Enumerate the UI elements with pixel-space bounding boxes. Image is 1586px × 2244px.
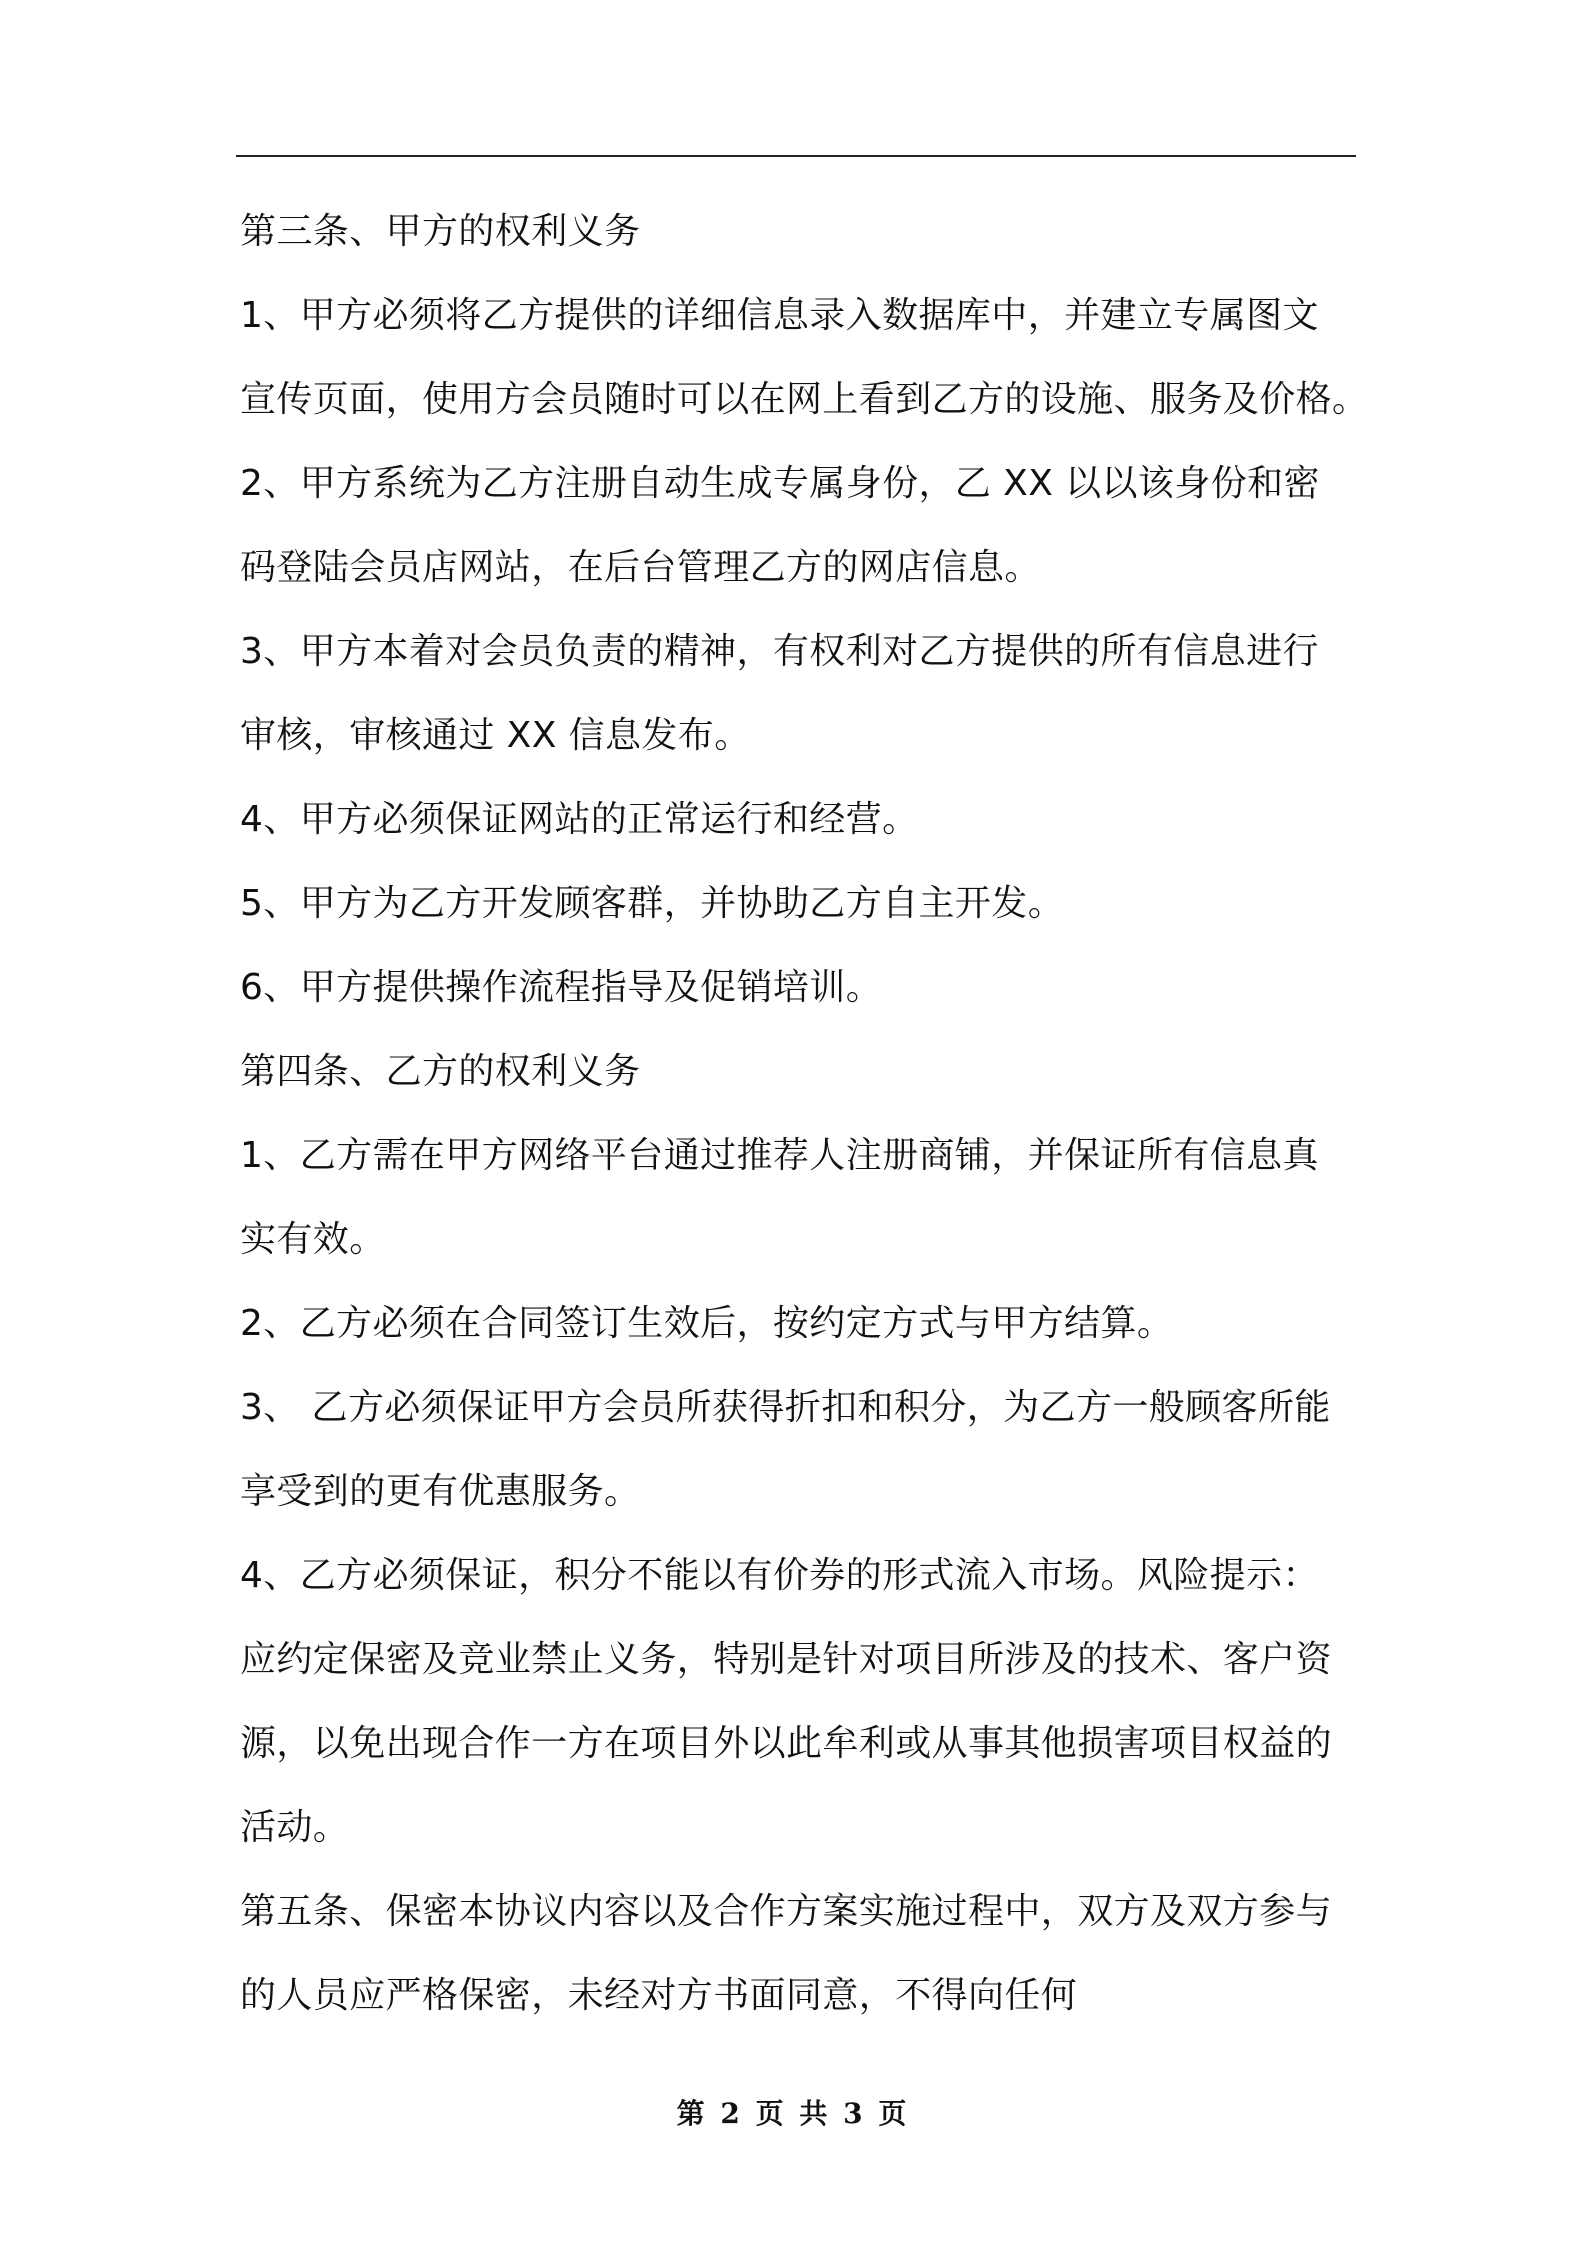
section-heading-3: 第三条、甲方的权利义务 <box>240 211 641 252</box>
paragraph-line: 4、甲方必须保证网站的正常运行和经营。 <box>240 799 919 840</box>
paragraph-line: 6、甲方提供操作流程指导及促销培训。 <box>240 967 883 1008</box>
paragraph-line: 享受到的更有优惠服务。 <box>240 1471 641 1512</box>
paragraph-line: 实有效。 <box>240 1219 386 1260</box>
paragraph-line: 源，以免出现合作一方在项目外以此牟利或从事其他损害项目权益的 <box>240 1723 1333 1764</box>
section-heading-4: 第四条、乙方的权利义务 <box>240 1051 641 1092</box>
paragraph-line: 2、乙方必须在合同签订生效后，按约定方式与甲方结算。 <box>240 1303 1174 1344</box>
paragraph-line: 应约定保密及竞业禁止义务，特别是针对项目所涉及的技术、客户资 <box>240 1639 1333 1680</box>
page-number-footer: 第 2 页 共 3 页 <box>676 2097 910 2130</box>
paragraph-line: 4、乙方必须保证，积分不能以有价券的形式流入市场。风险提示： <box>240 1555 1319 1596</box>
paragraph-line: 3、 乙方必须保证甲方会员所获得折扣和积分，为乙方一般顾客所能 <box>240 1387 1331 1428</box>
paragraph-line: 1、乙方需在甲方网络平台通过推荐人注册商铺，并保证所有信息真 <box>240 1135 1319 1176</box>
paragraph-line: 1、甲方必须将乙方提供的详细信息录入数据库中，并建立专属图文 <box>240 295 1319 336</box>
paragraph-line: 2、甲方系统为乙方注册自动生成专属身份，乙 XX 以以该身份和密 <box>240 463 1320 504</box>
paragraph-line: 3、甲方本着对会员负责的精神，有权利对乙方提供的所有信息进行 <box>240 631 1319 672</box>
header-rule <box>236 155 1356 157</box>
paragraph-line: 宣传页面，使用方会员随时可以在网上看到乙方的设施、服务及价格。 <box>240 379 1369 420</box>
section-heading-5: 第五条、保密本协议内容以及合作方案实施过程中，双方及双方参与 <box>240 1891 1333 1932</box>
paragraph-line: 码登陆会员店网站，在后台管理乙方的网店信息。 <box>240 547 1041 588</box>
paragraph-line: 活动。 <box>240 1807 350 1848</box>
paragraph-line: 5、甲方为乙方开发顾客群，并协助乙方自主开发。 <box>240 883 1065 924</box>
document-body <box>240 190 1369 2038</box>
paragraph-line: 审核，审核通过 XX 信息发布。 <box>240 715 751 756</box>
paragraph-line: 的人员应严格保密，未经对方书面同意，不得向任何 <box>240 1975 1078 2016</box>
